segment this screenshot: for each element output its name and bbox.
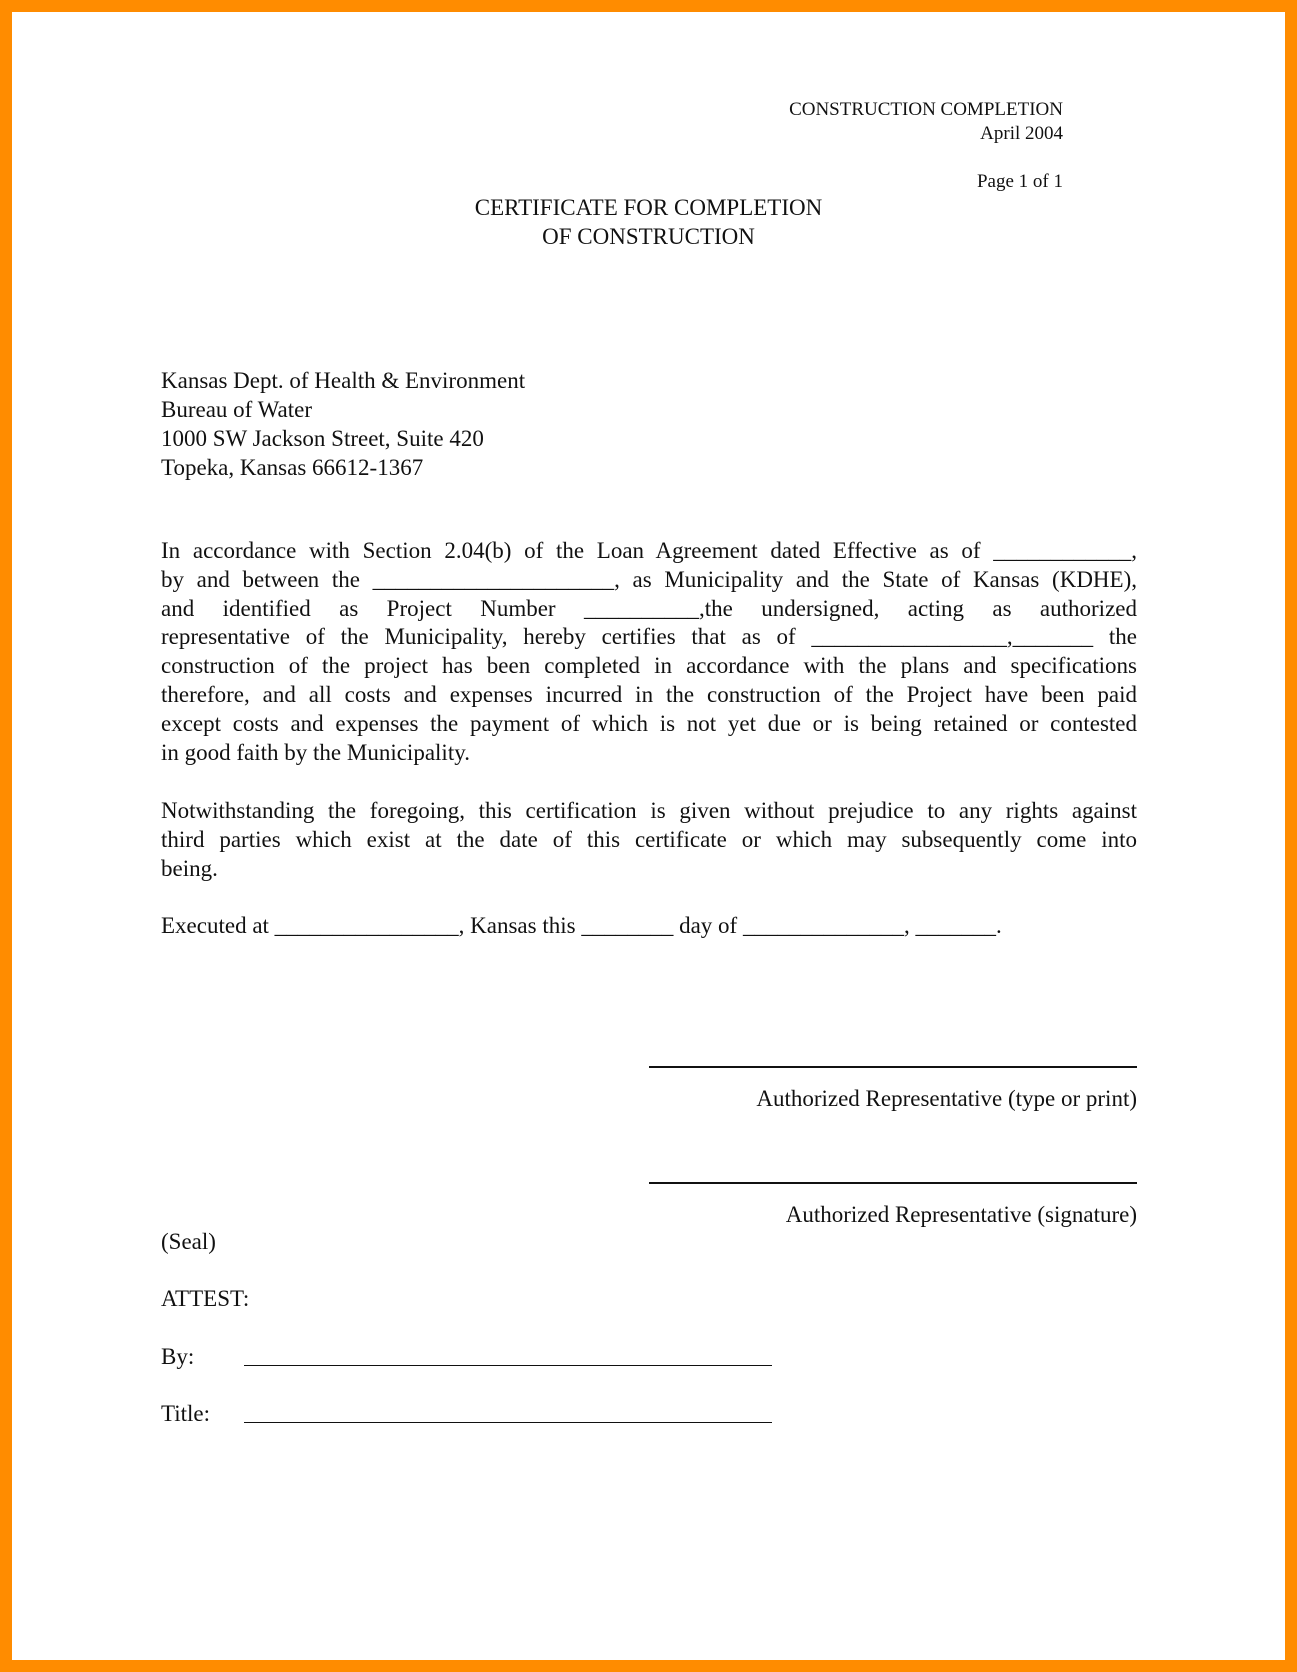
paragraph-line: Notwithstanding the foregoing, this certification is given without prejudice to any rights against (161, 798, 1137, 823)
notwithstanding-paragraph (161, 797, 1137, 883)
paragraph-line: being. (161, 855, 218, 881)
paragraph-line: third parties which exist at the date of this certificate or which may subsequently come into (161, 826, 1137, 852)
by-label: By: (161, 1344, 195, 1369)
title-label: Title: (161, 1401, 211, 1426)
certification-paragraph (161, 537, 1137, 767)
address-line-4: Topeka, Kansas 66612-1367 (161, 455, 424, 480)
address-line-1: Kansas Dept. of Health & Environment (161, 368, 526, 393)
attest-label: ATTEST: (161, 1286, 250, 1311)
executed-at-line: Executed at ________________, Kansas this ________ day of ______________, _______. (161, 913, 1002, 938)
document-title-line-2: OF CONSTRUCTION (542, 224, 755, 249)
paragraph-line: in good faith by the Municipality. (161, 739, 470, 765)
address-line-2: Bureau of Water (161, 397, 312, 422)
document-page (12, 12, 1285, 1660)
paragraph-line: therefore, and all costs and expenses incurred in the construction of the Project have been paid (161, 681, 1137, 707)
paragraph-line: In accordance with Section 2.04(b) of the Loan Agreement dated Effective as of ____________, (161, 538, 1137, 563)
rep-signature-line (649, 1182, 1137, 1184)
paragraph-line: representative of the Municipality, hereby certifies that as of _________________,_______ the (161, 624, 1137, 650)
paragraph-line: construction of the project has been completed in accordance with the plans and specifications (161, 653, 1137, 679)
rep-print-signature-line (649, 1066, 1137, 1068)
paragraph-line: by and between the _____________________, as Municipality and the State of Kansas (KDHE), (161, 566, 1137, 592)
rep-signature-label: Authorized Representative (signature) (785, 1202, 1137, 1227)
address-line-3: 1000 SW Jackson Street, Suite 420 (161, 426, 484, 451)
title-field-line (244, 1422, 772, 1423)
doc-type-label: CONSTRUCTION COMPLETION (789, 99, 1063, 120)
by-field-line (244, 1365, 772, 1366)
paragraph-line: and identified as Project Number __________,the undersigned, acting as authorized (161, 595, 1137, 621)
page-number: Page 1 of 1 (976, 171, 1063, 192)
doc-date: April 2004 (980, 123, 1063, 144)
rep-print-label: Authorized Representative (type or print) (756, 1086, 1137, 1111)
seal-label: (Seal) (161, 1229, 216, 1254)
paragraph-line: except costs and expenses the payment of which is not yet due or is being retained or contested (161, 710, 1137, 736)
document-title-line-1: CERTIFICATE FOR COMPLETION (474, 195, 823, 220)
